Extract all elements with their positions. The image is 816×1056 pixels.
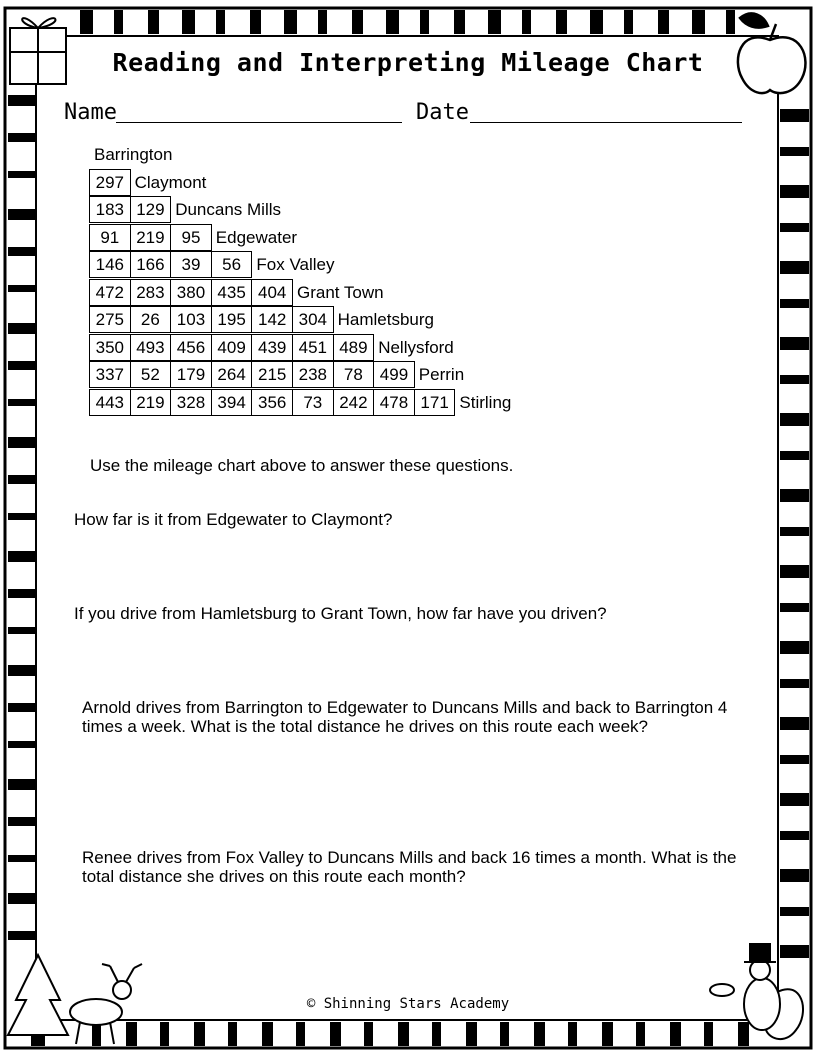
date-label: Date — [416, 100, 469, 125]
city-label: Claymont — [134, 172, 207, 192]
distance-cell: 238 — [292, 361, 334, 388]
distance-cell: 478 — [373, 389, 415, 416]
city-label: Nellysford — [378, 337, 454, 357]
instructions: Use the mileage chart above to answer these questions. — [90, 456, 514, 475]
name-answer-line[interactable] — [116, 122, 402, 123]
distance-cell: 219 — [130, 224, 172, 251]
distance-cell: 179 — [170, 361, 212, 388]
distance-cell: 283 — [130, 279, 172, 306]
city-label: Grant Town — [297, 282, 384, 302]
distance-cell: 183 — [89, 196, 131, 223]
distance-cell: 56 — [211, 251, 253, 278]
distance-cell: 215 — [251, 361, 293, 388]
city-label: Stirling — [459, 392, 512, 412]
distance-cell: 350 — [89, 334, 131, 361]
distance-cell: 499 — [373, 361, 415, 388]
city-label: Perrin — [418, 365, 465, 384]
city-label: Hamletsburg — [337, 310, 434, 329]
distance-cell: 451 — [292, 334, 334, 361]
distance-cell: 26 — [130, 306, 172, 333]
distance-cell: 78 — [333, 361, 375, 388]
name-label: Name — [64, 100, 117, 125]
footer-copyright: © Shinning Stars Academy — [306, 996, 510, 1012]
page-title: Reading and Interpreting Mileage Chart — [112, 48, 704, 77]
distance-cell: 304 — [292, 306, 334, 333]
distance-cell: 146 — [89, 251, 131, 278]
distance-cell: 394 — [211, 389, 253, 416]
distance-cell: 356 — [251, 389, 293, 416]
distance-cell: 219 — [130, 389, 172, 416]
question-1: How far is it from Edgewater to Claymont? — [74, 510, 393, 529]
distance-cell: 404 — [251, 279, 293, 306]
distance-cell: 297 — [89, 169, 131, 196]
date-answer-line[interactable] — [470, 122, 742, 123]
city-label: Fox Valley — [256, 255, 335, 274]
distance-cell: 264 — [211, 361, 253, 388]
distance-cell: 409 — [211, 334, 253, 361]
distance-cell: 275 — [89, 306, 131, 333]
city-label: Barrington — [94, 145, 173, 164]
distance-cell: 337 — [89, 361, 131, 388]
distance-cell: 195 — [211, 306, 253, 333]
distance-cell: 328 — [170, 389, 212, 416]
question-2: If you drive from Hamletsburg to Grant Town, how far have you driven? — [74, 604, 607, 623]
distance-cell: 439 — [251, 334, 293, 361]
distance-cell: 472 — [89, 279, 131, 306]
city-label: Edgewater — [215, 227, 298, 247]
distance-cell: 171 — [414, 389, 456, 416]
distance-cell: 242 — [333, 389, 375, 416]
distance-cell: 435 — [211, 279, 253, 306]
distance-cell: 493 — [130, 334, 172, 361]
distance-cell: 166 — [130, 251, 172, 278]
question-4: Renee drives from Fox Valley to Duncans Mills and back 16 times a month. What is the total distance she drives on this route each month? — [82, 848, 737, 886]
distance-cell: 489 — [333, 334, 375, 361]
distance-cell: 91 — [89, 224, 131, 251]
distance-cell: 103 — [170, 306, 212, 333]
distance-cell: 129 — [130, 196, 172, 223]
distance-cell: 142 — [251, 306, 293, 333]
distance-cell: 456 — [170, 334, 212, 361]
distance-cell: 380 — [170, 279, 212, 306]
distance-cell: 95 — [170, 224, 212, 251]
distance-cell: 39 — [170, 251, 212, 278]
mileage-chart — [89, 141, 549, 421]
question-3: Arnold drives from Barrington to Edgewater to Duncans Mills and back to Barrington 4 times a week. What is the total distance he drives on this route each week? — [82, 698, 728, 736]
distance-cell: 73 — [292, 389, 334, 416]
city-label: Duncans Mills — [175, 200, 281, 219]
distance-cell: 443 — [89, 389, 131, 416]
distance-cell: 52 — [130, 361, 172, 388]
